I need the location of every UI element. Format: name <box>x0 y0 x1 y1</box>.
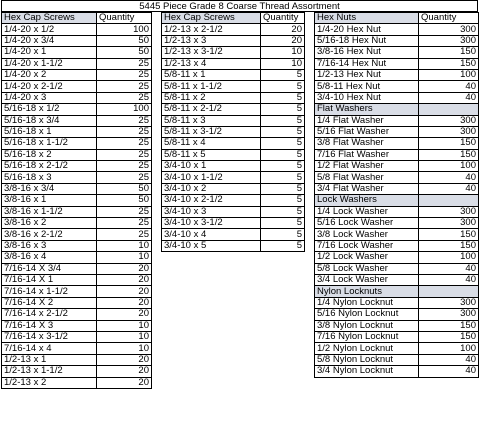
item-name-cell: 7/16-14 X 1 <box>2 274 97 285</box>
table-row <box>315 183 479 194</box>
quantity-cell: 5 <box>261 115 305 126</box>
quantity-cell: 150 <box>419 240 479 251</box>
item-name-cell: 7/16 Lock Washer <box>315 240 419 251</box>
quantity-cell: 10 <box>97 252 152 263</box>
quantity-cell: 150 <box>419 149 479 160</box>
item-name-cell: 3/4 Flat Washer <box>315 183 419 194</box>
table-row <box>162 24 305 35</box>
quantity-cell: 25 <box>97 172 152 183</box>
quantity-cell: 20 <box>97 297 152 308</box>
item-name-cell: 3/8 Flat Washer <box>315 138 419 149</box>
quantity-cell: 5 <box>261 161 305 172</box>
item-name-cell: 5/8 Lock Washer <box>315 263 419 274</box>
item-name-cell: 7/16-14 x 2-1/2 <box>2 309 97 320</box>
item-name-cell: 5/16-18 x 1 <box>2 126 97 137</box>
quantity-cell: 20 <box>97 377 152 388</box>
table-row <box>315 252 479 263</box>
table-row <box>162 69 305 80</box>
item-name-cell: 3/8-16 Hex Nut <box>315 47 419 58</box>
table-row <box>2 195 152 206</box>
quantity-cell: 10 <box>97 343 152 354</box>
column-header: Hex Cap Screws <box>2 13 97 24</box>
quantity-cell: 25 <box>97 69 152 80</box>
quantity-cell: 300 <box>419 218 479 229</box>
item-name-cell: 3/8-16 x 3/4 <box>2 183 97 194</box>
item-name-cell: 5/8-11 x 1-1/2 <box>162 81 261 92</box>
table-row <box>2 229 152 240</box>
item-name-cell: 7/16-14 x 1-1/2 <box>2 286 97 297</box>
item-name-cell: 3/4-10 x 3-1/2 <box>162 218 261 229</box>
item-name-cell: 5/8-11 x 2 <box>162 92 261 103</box>
table-row <box>315 81 479 92</box>
quantity-cell: 10 <box>97 331 152 342</box>
table-row <box>162 229 305 240</box>
item-name-cell: 5/16-18 x 2-1/2 <box>2 161 97 172</box>
quantity-cell: 20 <box>261 35 305 46</box>
hardware-table <box>314 12 479 378</box>
table-row <box>315 206 479 217</box>
table-row <box>162 161 305 172</box>
item-name-cell: 1/4-20 x 2 <box>2 69 97 80</box>
item-name-cell: 5/8-11 x 3 <box>162 115 261 126</box>
item-name-cell: 1/2-13 x 3 <box>162 35 261 46</box>
quantity-cell: 5 <box>261 218 305 229</box>
column-header: Flat Washers <box>315 104 419 115</box>
quantity-cell: 10 <box>261 47 305 58</box>
quantity-cell: 5 <box>261 206 305 217</box>
quantity-header: Quantity <box>261 13 305 24</box>
quantity-cell: 300 <box>419 206 479 217</box>
item-name-cell: 5/16-18 x 3/4 <box>2 115 97 126</box>
item-name-cell: 3/4-10 x 4 <box>162 229 261 240</box>
table-row <box>2 297 152 308</box>
table-row <box>2 286 152 297</box>
table-row <box>162 206 305 217</box>
item-name-cell: 3/4-10 x 1-1/2 <box>162 172 261 183</box>
table-row <box>315 240 479 251</box>
item-name-cell: 3/4-10 x 5 <box>162 240 261 251</box>
item-name-cell: 5/8-11 x 1 <box>162 69 261 80</box>
quantity-cell: 50 <box>97 183 152 194</box>
quantity-cell: 5 <box>261 172 305 183</box>
item-name-cell: 1/2-13 x 2 <box>2 377 97 388</box>
table-header-row <box>162 13 305 24</box>
quantity-cell: 20 <box>97 286 152 297</box>
table-row <box>315 309 479 320</box>
quantity-cell: 150 <box>419 320 479 331</box>
quantity-cell: 5 <box>261 229 305 240</box>
table-row <box>162 138 305 149</box>
quantity-header: Quantity <box>97 13 152 24</box>
item-name-cell: 3/4-10 x 2-1/2 <box>162 195 261 206</box>
table-row <box>2 240 152 251</box>
item-name-cell: 3/4-10 x 3 <box>162 206 261 217</box>
quantity-cell: 300 <box>419 126 479 137</box>
quantity-cell: 300 <box>419 35 479 46</box>
table-row <box>315 24 479 35</box>
table-row <box>162 81 305 92</box>
quantity-cell: 150 <box>419 58 479 69</box>
quantity-cell: 300 <box>419 297 479 308</box>
quantity-cell: 20 <box>97 263 152 274</box>
item-name-cell: 3/4-10 x 1 <box>162 161 261 172</box>
item-name-cell: 3/4 Nylon Locknut <box>315 366 419 377</box>
item-name-cell: 1/2-13 Hex Nut <box>315 69 419 80</box>
quantity-cell: 25 <box>97 138 152 149</box>
table-row <box>2 218 152 229</box>
quantity-cell: 20 <box>97 274 152 285</box>
item-name-cell: 1/4-20 x 1-1/2 <box>2 58 97 69</box>
quantity-cell: 300 <box>419 24 479 35</box>
table-row <box>2 47 152 58</box>
table-row <box>2 331 152 342</box>
quantity-cell: 5 <box>261 69 305 80</box>
column-header: Hex Nuts <box>315 13 419 24</box>
quantity-cell: 5 <box>261 81 305 92</box>
item-name-cell: 3/8-16 x 2-1/2 <box>2 229 97 240</box>
item-name-cell: 1/4-20 Hex Nut <box>315 24 419 35</box>
table-row <box>315 297 479 308</box>
item-name-cell: 5/8-11 x 4 <box>162 138 261 149</box>
item-name-cell: 1/4-20 x 3/4 <box>2 35 97 46</box>
item-name-cell: 3/8 Lock Washer <box>315 229 419 240</box>
item-name-cell: 3/4 Lock Washer <box>315 274 419 285</box>
table-header-row <box>2 13 152 24</box>
item-name-cell: 1/4-20 x 1 <box>2 47 97 58</box>
quantity-cell: 100 <box>419 343 479 354</box>
item-name-cell: 1/4-20 x 1/2 <box>2 24 97 35</box>
table-row <box>315 354 479 365</box>
quantity-cell: 25 <box>97 81 152 92</box>
item-name-cell: 5/16-18 Hex Nut <box>315 35 419 46</box>
quantity-cell: 100 <box>419 252 479 263</box>
table-row <box>2 263 152 274</box>
table-row <box>162 126 305 137</box>
quantity-cell: 300 <box>419 115 479 126</box>
table-row <box>2 115 152 126</box>
quantity-cell: 25 <box>97 126 152 137</box>
table-row <box>162 47 305 58</box>
quantity-cell: 5 <box>261 104 305 115</box>
table-row <box>162 115 305 126</box>
quantity-cell: 5 <box>261 126 305 137</box>
table-row <box>2 138 152 149</box>
item-name-cell: 5/16 Flat Washer <box>315 126 419 137</box>
table-row <box>2 320 152 331</box>
quantity-cell: 40 <box>419 183 479 194</box>
item-name-cell: 5/16-18 x 1/2 <box>2 104 97 115</box>
quantity-cell: 5 <box>261 138 305 149</box>
table-row <box>2 252 152 263</box>
item-name-cell: 5/16-18 x 1-1/2 <box>2 138 97 149</box>
table-row <box>2 172 152 183</box>
quantity-cell: 25 <box>97 115 152 126</box>
table-row <box>315 69 479 80</box>
quantity-cell: 50 <box>97 195 152 206</box>
item-name-cell: 3/4-10 x 2 <box>162 183 261 194</box>
table-row <box>162 195 305 206</box>
item-name-cell: 7/16-14 X 3/4 <box>2 263 97 274</box>
table-row <box>315 92 479 103</box>
item-name-cell: 3/8-16 x 2 <box>2 218 97 229</box>
table-row <box>162 218 305 229</box>
quantity-cell: 40 <box>419 274 479 285</box>
quantity-header: Quantity <box>419 13 479 24</box>
quantity-cell: 100 <box>419 69 479 80</box>
quantity-cell: 40 <box>419 354 479 365</box>
table-header-row <box>315 286 479 297</box>
table-row <box>2 161 152 172</box>
quantity-cell: 10 <box>97 240 152 251</box>
item-name-cell: 7/16-14 X 3 <box>2 320 97 331</box>
quantity-header <box>419 195 479 206</box>
quantity-cell: 25 <box>97 161 152 172</box>
table-header-row <box>315 195 479 206</box>
item-name-cell: 1/2-13 x 2-1/2 <box>162 24 261 35</box>
table-row <box>2 126 152 137</box>
item-name-cell: 3/8-16 x 1-1/2 <box>2 206 97 217</box>
quantity-cell: 50 <box>97 47 152 58</box>
quantity-cell: 5 <box>261 149 305 160</box>
table-row <box>315 126 479 137</box>
item-name-cell: 5/16-18 x 3 <box>2 172 97 183</box>
item-name-cell: 5/8-11 x 2-1/2 <box>162 104 261 115</box>
table-row <box>162 240 305 251</box>
quantity-cell: 10 <box>97 320 152 331</box>
item-name-cell: 3/8-16 x 3 <box>2 240 97 251</box>
quantity-cell: 20 <box>97 354 152 365</box>
table-row <box>2 24 152 35</box>
item-name-cell: 7/16-14 X 2 <box>2 297 97 308</box>
item-name-cell: 1/4-20 x 3 <box>2 92 97 103</box>
table-row <box>315 58 479 69</box>
item-name-cell: 7/16 Flat Washer <box>315 149 419 160</box>
quantity-cell: 40 <box>419 92 479 103</box>
table-row <box>315 172 479 183</box>
column-header: Lock Washers <box>315 195 419 206</box>
table-row <box>2 183 152 194</box>
quantity-cell: 50 <box>97 35 152 46</box>
item-name-cell: 1/2 Lock Washer <box>315 252 419 263</box>
table-row <box>2 343 152 354</box>
item-name-cell: 5/8 Flat Washer <box>315 172 419 183</box>
table-row <box>2 149 152 160</box>
quantity-cell: 150 <box>419 47 479 58</box>
item-name-cell: 5/8 Nylon Locknut <box>315 354 419 365</box>
item-name-cell: 5/8-11 Hex Nut <box>315 81 419 92</box>
column-header: Hex Cap Screws <box>162 13 261 24</box>
table-row <box>2 274 152 285</box>
table-row <box>2 92 152 103</box>
table-row <box>315 343 479 354</box>
table-row <box>2 104 152 115</box>
item-name-cell: 5/8-11 x 3-1/2 <box>162 126 261 137</box>
item-name-cell: 3/4-10 Hex Nut <box>315 92 419 103</box>
item-name-cell: 3/8 Nylon Locknut <box>315 320 419 331</box>
quantity-cell: 20 <box>261 24 305 35</box>
quantity-cell: 40 <box>419 263 479 274</box>
table-row <box>162 58 305 69</box>
quantity-cell: 25 <box>97 206 152 217</box>
table-row <box>2 69 152 80</box>
column-group-3 <box>314 12 479 378</box>
hex-cap-screws-table-2 <box>161 12 305 252</box>
item-name-cell: 1/4 Flat Washer <box>315 115 419 126</box>
quantity-cell: 20 <box>97 366 152 377</box>
item-name-cell: 3/8-16 x 1 <box>2 195 97 206</box>
quantity-header <box>419 104 479 115</box>
quantity-cell: 25 <box>97 229 152 240</box>
item-name-cell: 1/4 Lock Washer <box>315 206 419 217</box>
table-row <box>2 206 152 217</box>
item-name-cell: 7/16-14 x 3-1/2 <box>2 331 97 342</box>
quantity-cell: 40 <box>419 81 479 92</box>
column-group-2 <box>161 12 305 252</box>
item-name-cell: 5/16 Lock Washer <box>315 218 419 229</box>
quantity-cell: 100 <box>97 24 152 35</box>
item-name-cell: 3/8-16 x 4 <box>2 252 97 263</box>
quantity-cell: 5 <box>261 195 305 206</box>
quantity-cell: 5 <box>261 183 305 194</box>
hex-cap-screws-table-1 <box>1 12 152 389</box>
table-row <box>2 309 152 320</box>
table-row <box>162 183 305 194</box>
table-row <box>315 35 479 46</box>
table-row <box>315 161 479 172</box>
table-row <box>315 115 479 126</box>
quantity-cell: 300 <box>419 309 479 320</box>
item-name-cell: 5/16-18 x 2 <box>2 149 97 160</box>
table-row <box>315 366 479 377</box>
table-row <box>162 92 305 103</box>
quantity-cell: 150 <box>419 138 479 149</box>
column-header: Nylon Locknuts <box>315 286 419 297</box>
table-row <box>162 149 305 160</box>
table-row <box>315 47 479 58</box>
item-name-cell: 7/16-14 x 4 <box>2 343 97 354</box>
quantity-cell: 25 <box>97 149 152 160</box>
table-row <box>2 377 152 388</box>
table-row <box>2 354 152 365</box>
table-row <box>162 35 305 46</box>
quantity-cell: 5 <box>261 92 305 103</box>
table-row <box>2 81 152 92</box>
quantity-cell: 40 <box>419 172 479 183</box>
table-row <box>315 218 479 229</box>
item-name-cell: 1/4-20 x 2-1/2 <box>2 81 97 92</box>
table-row <box>2 58 152 69</box>
item-name-cell: 1/2 Nylon Locknut <box>315 343 419 354</box>
item-name-cell: 1/2-13 x 1 <box>2 354 97 365</box>
table-row <box>315 138 479 149</box>
table-row <box>2 366 152 377</box>
table-row <box>162 104 305 115</box>
quantity-cell: 25 <box>97 58 152 69</box>
item-name-cell: 1/2 Flat Washer <box>315 161 419 172</box>
quantity-cell: 150 <box>419 331 479 342</box>
item-name-cell: 5/16 Nylon Locknut <box>315 309 419 320</box>
column-group-1 <box>1 12 152 389</box>
table-header-row <box>315 104 479 115</box>
quantity-cell: 40 <box>419 366 479 377</box>
table-row <box>315 263 479 274</box>
sheet-title: 5445 Piece Grade 8 Coarse Thread Assortment <box>1 0 478 12</box>
table-row <box>315 229 479 240</box>
quantity-cell: 150 <box>419 229 479 240</box>
quantity-cell: 100 <box>419 161 479 172</box>
item-name-cell: 7/16-14 Hex Nut <box>315 58 419 69</box>
table-row <box>2 35 152 46</box>
quantity-cell: 25 <box>97 218 152 229</box>
table-row <box>315 320 479 331</box>
quantity-header <box>419 286 479 297</box>
quantity-cell: 10 <box>261 58 305 69</box>
table-header-row <box>315 13 479 24</box>
item-name-cell: 1/2-13 x 4 <box>162 58 261 69</box>
quantity-cell: 5 <box>261 240 305 251</box>
item-name-cell: 1/2-13 x 3-1/2 <box>162 47 261 58</box>
quantity-cell: 20 <box>97 309 152 320</box>
table-row <box>315 274 479 285</box>
quantity-cell: 100 <box>97 104 152 115</box>
quantity-cell: 25 <box>97 92 152 103</box>
item-name-cell: 7/16 Nylon Locknut <box>315 331 419 342</box>
item-name-cell: 5/8-11 x 5 <box>162 149 261 160</box>
item-name-cell: 1/2-13 x 1-1/2 <box>2 366 97 377</box>
table-row <box>315 331 479 342</box>
table-row <box>162 172 305 183</box>
table-row <box>315 149 479 160</box>
item-name-cell: 1/4 Nylon Locknut <box>315 297 419 308</box>
